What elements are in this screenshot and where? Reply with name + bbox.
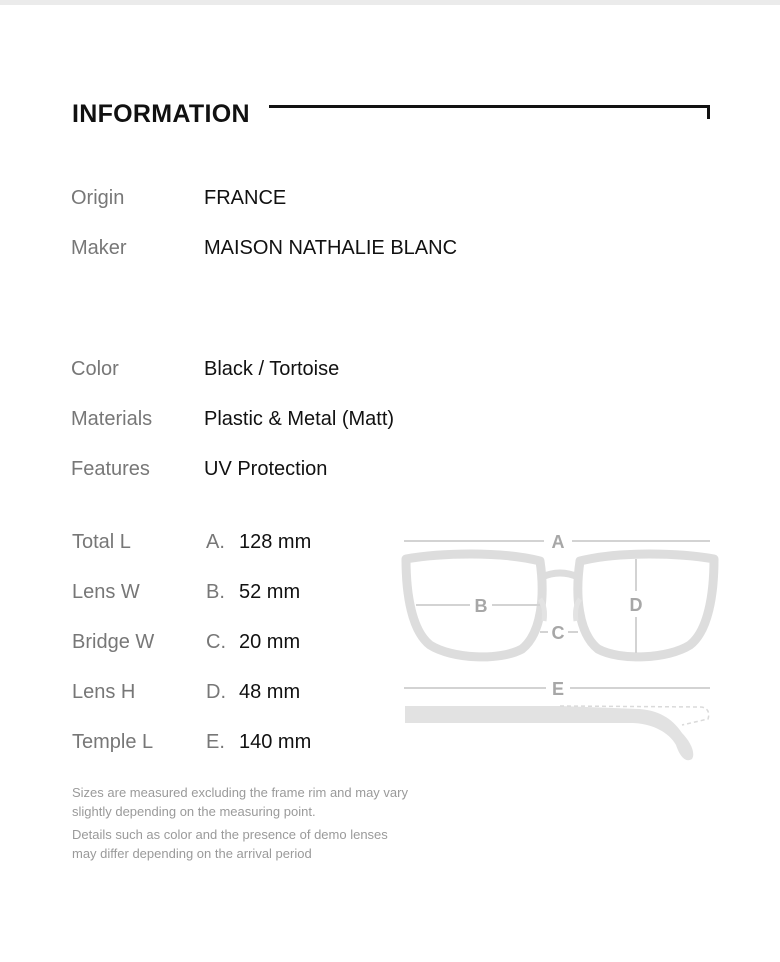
size-letter: A. bbox=[206, 531, 225, 553]
title-rule bbox=[269, 105, 710, 108]
size-value: 128 mm bbox=[239, 531, 312, 553]
info-label: Maker bbox=[71, 237, 127, 259]
size-label: Lens W bbox=[72, 581, 140, 603]
marker-c-label: C bbox=[551, 623, 565, 643]
title-rule-end-tick bbox=[707, 105, 710, 119]
size-value: 52 mm bbox=[239, 581, 301, 603]
marker-b-label: B bbox=[474, 596, 488, 616]
glasses-measurement-diagram bbox=[400, 525, 720, 775]
info-value: UV Protection bbox=[204, 458, 328, 480]
top-divider-strip bbox=[0, 0, 780, 5]
size-letter: D. bbox=[206, 681, 226, 703]
marker-a-label: A bbox=[551, 532, 565, 552]
info-label: Features bbox=[71, 458, 150, 480]
marker-e-label: E bbox=[551, 679, 565, 699]
size-value: 140 mm bbox=[239, 731, 312, 753]
size-value: 20 mm bbox=[239, 631, 301, 653]
info-value: MAISON NATHALIE BLANC bbox=[204, 237, 458, 259]
demo-lens-note: Details such as color and the presence of demo lenses may differ depending on the arrival period bbox=[72, 827, 388, 861]
info-label: Materials bbox=[71, 408, 153, 430]
info-value: FRANCE bbox=[204, 187, 287, 209]
measurement-note: Sizes are measured excluding the frame rim and may vary slightly depending on the measuring point. bbox=[72, 785, 408, 819]
info-label: Color bbox=[71, 358, 119, 380]
info-label: Origin bbox=[71, 187, 125, 209]
marker-d-label: D bbox=[629, 595, 643, 615]
info-value: Plastic & Metal (Matt) bbox=[204, 408, 395, 430]
section-title: INFORMATION bbox=[72, 100, 250, 128]
size-label: Temple L bbox=[72, 731, 154, 753]
size-letter: E. bbox=[206, 731, 225, 753]
size-label: Total L bbox=[72, 531, 131, 553]
info-value: Black / Tortoise bbox=[204, 358, 340, 380]
size-label: Lens H bbox=[72, 681, 136, 703]
size-letter: C. bbox=[206, 631, 226, 653]
size-value: 48 mm bbox=[239, 681, 301, 703]
size-letter: B. bbox=[206, 581, 225, 603]
size-label: Bridge W bbox=[72, 631, 155, 653]
glasses-temple-icon bbox=[405, 706, 709, 760]
